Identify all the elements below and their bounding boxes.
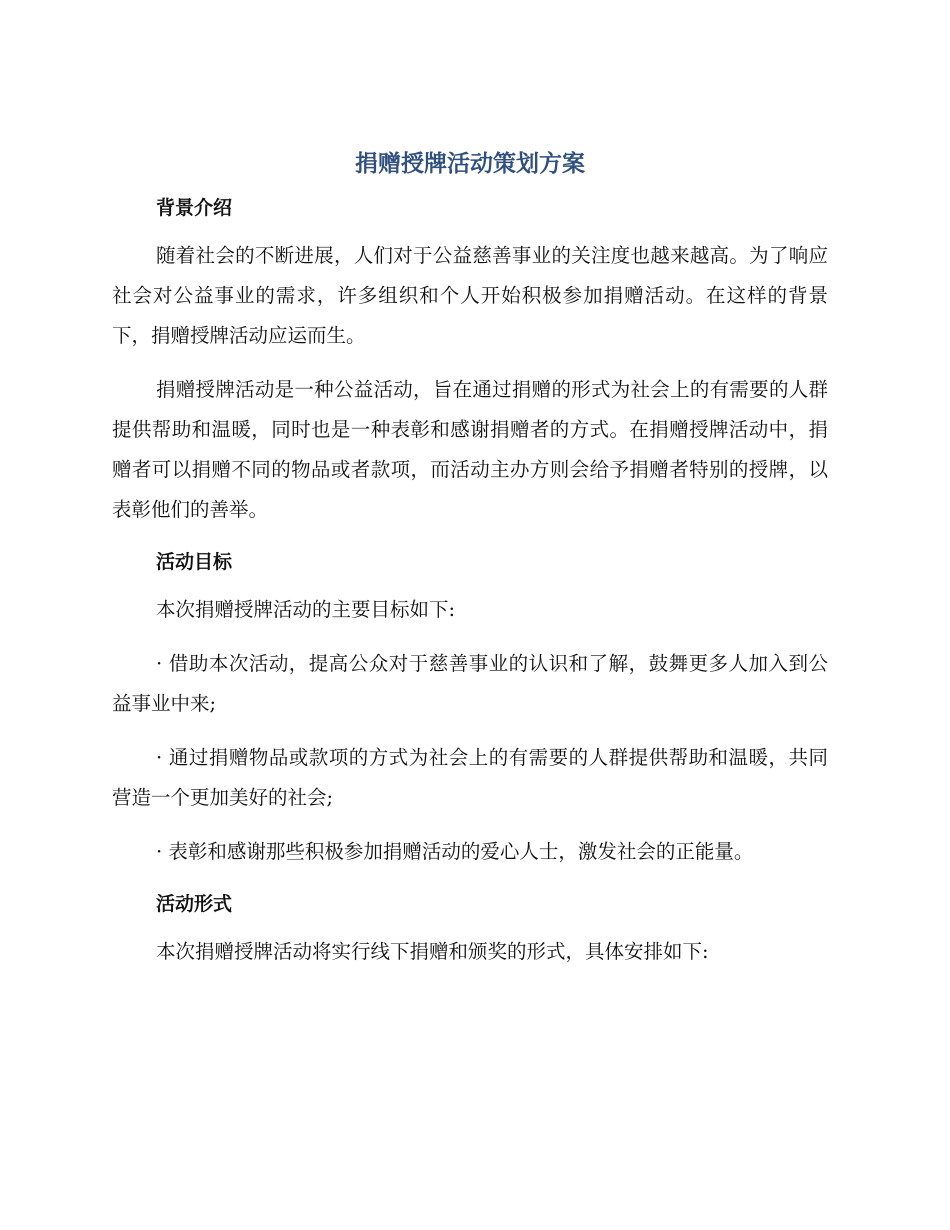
section-heading-goals: 活动目标: [156, 551, 233, 573]
goals-intro: 本次捐赠授牌活动的主要目标如下:: [156, 598, 456, 621]
document-title: 捐赠授牌活动策划方案: [355, 151, 585, 177]
goal-bullet-3: · 表彰和感谢那些积极参加捐赠活动的爱心人士，激发社会的正能量。: [156, 840, 754, 863]
background-paragraph-1: 随着社会的不断进展，人们对于公益慈善事业的关注度也越来越高。为了响应社会对公益事业的需求，许多组织和个人开始积极参加捐赠活动。在这样的背景下，捐赠授牌活动应运而生。: [112, 244, 828, 347]
goal-bullet-2: · 通过捐赠物品或款项的方式为社会上的有需要的人群提供帮助和温暖，共同营造一个更加美好的社会;: [112, 746, 828, 809]
format-intro: 本次捐赠授牌活动将实行线下捐赠和颁奖的形式，具体安排如下:: [156, 940, 709, 963]
goal-bullet-1: · 借助本次活动，提高公众对于慈善事业的认识和了解，鼓舞更多人加入到公益事业中来;: [112, 652, 828, 715]
background-paragraph-2: 捐赠授牌活动是一种公益活动，旨在通过捐赠的形式为社会上的有需要的人群提供帮助和温暖，同时也是一种表彰和感谢捐赠者的方式。在捐赠授牌活动中，捐赠者可以捐赠不同的物品或者款项，而活动主办方则会给予捐赠者特别的授牌，以表彰他们的善举。: [112, 378, 828, 521]
section-heading-format: 活动形式: [156, 893, 233, 915]
section-heading-background: 背景介绍: [156, 197, 233, 219]
